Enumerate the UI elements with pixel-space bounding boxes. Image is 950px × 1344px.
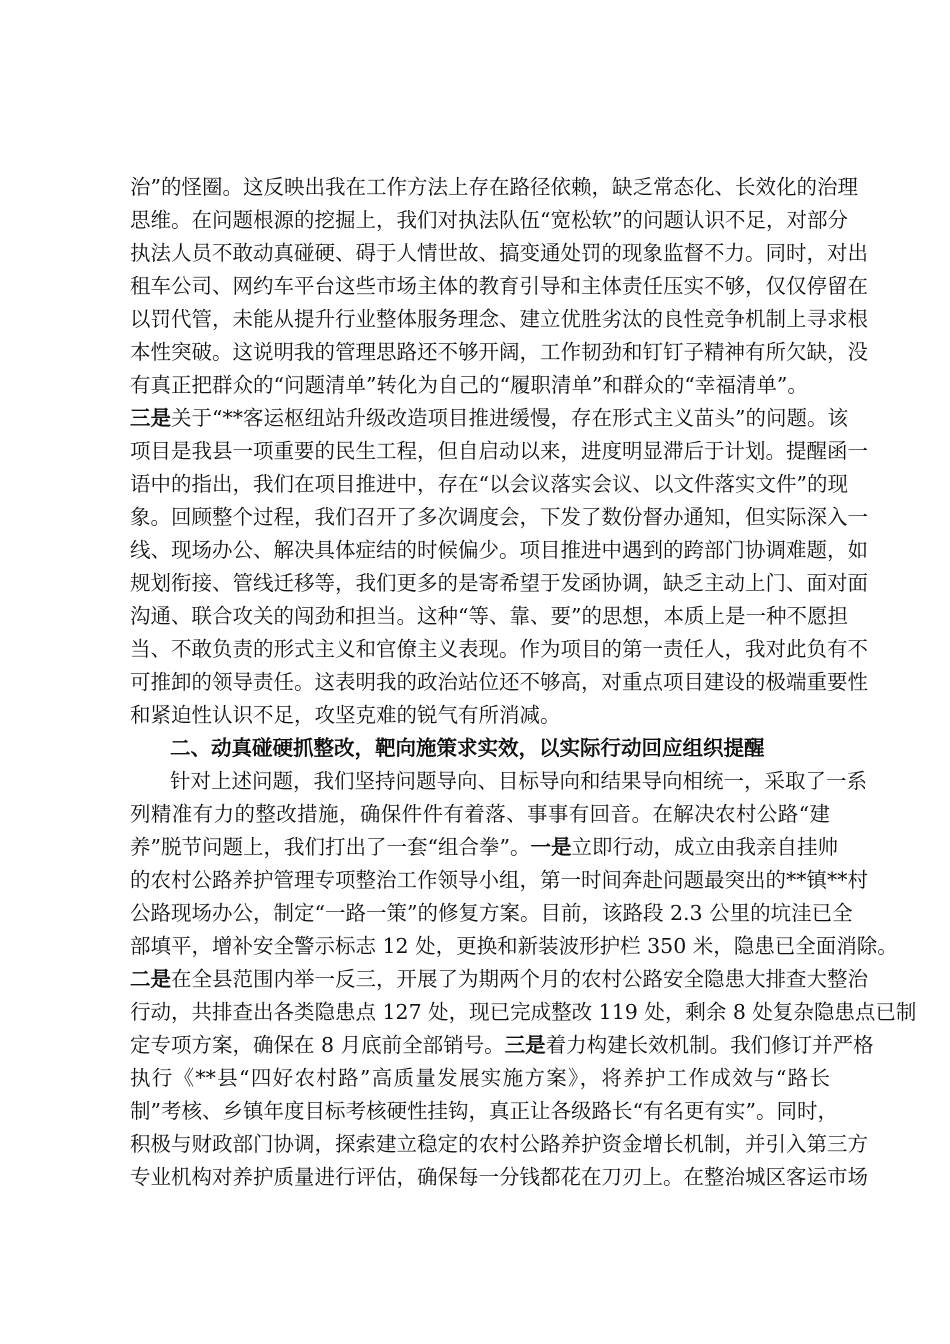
- body-text-line: 列精准有力的整改措施，确保件件有着落、事事有回音。在解决农村公路“建: [130, 802, 830, 826]
- body-text-line: 执法人员不敢动真碰硬、碍于人情世故、搞变通处罚的现象监督不力。同时，对出: [130, 241, 868, 265]
- body-text-line: 租车公司、网约车平台这些市场主体的教育引导和主体责任压实不够，仅仅停留在: [130, 274, 868, 298]
- bold-lead-san: 三是: [130, 406, 171, 430]
- body-text-line: 本性突破。这说明我的管理思路还不够开阔，工作韧劲和钉钉子精神有所欠缺，没: [130, 340, 868, 364]
- body-text-line: 语中的指出，我们在项目推进中，存在“以会议落实会议、以文件落实文件”的现: [130, 472, 848, 496]
- body-text-line: 有真正把群众的“问题清单”转化为自己的“履职清单”和群众的“幸福清单”。: [130, 373, 808, 397]
- bold-lead-er: 二是: [130, 967, 171, 991]
- body-text-line: 部填平，增补安全警示标志 12 处，更换和新装波形护栏 350 米，隐患已全面消除。: [130, 934, 898, 958]
- body-text-line: 制”考核、乡镇年度目标考核硬性挂钩，真正让各级路长“有名更有实”。同时，: [130, 1099, 838, 1123]
- bold-lead-san-2: 三是: [504, 1033, 546, 1057]
- body-text-line: 针对上述问题，我们坚持问题导向、目标导向和结果导向相统一，采取了一系: [170, 769, 867, 793]
- body-text-line: 可推卸的领导责任。这表明我的政治站位还不够高，对重点项目建设的极端重要性: [130, 670, 868, 694]
- body-text-line: 思维。在问题根源的挖掘上，我们对执法队伍“宽松软”的问题认识不足，对部分: [130, 208, 848, 232]
- body-text-line: [130, 1028, 874, 1062]
- body-text-line: 治”的怪圈。这反映出我在工作方法上存在路径依赖，缺乏常态化、长效化的治理: [130, 175, 858, 199]
- body-text-segment: 养”脱节问题上，我们打出了一套“组合拳”。: [130, 835, 531, 859]
- body-text-line: [130, 962, 868, 996]
- body-text-line: 积极与财政部门协调，探索建立稳定的农村公路养护资金增长机制，并引入第三方: [130, 1132, 868, 1156]
- body-text-segment: 关于“**客运枢纽站升级改造项目推进缓慢，存在形式主义苗头”的问题。该: [171, 406, 848, 430]
- body-text-line: 行动，共排查出各类隐患点 127 处，现已完成整改 119 处，剩余 8 处复杂隐患点已制: [130, 1000, 917, 1024]
- body-text-line: 规划衔接、管线迁移等，我们更多的是寄希望于发函协调，缺乏主动上门、面对面: [130, 571, 868, 595]
- bold-lead-yi: 一是: [530, 835, 572, 859]
- body-text-segment: 立即行动，成立由我亲自挂帅: [571, 835, 838, 859]
- body-text-line: 以罚代管，未能从提升行业整体服务理念、建立优胜劣汰的良性竞争机制上寻求根: [130, 307, 868, 331]
- body-text-line: 公路现场办公，制定“一路一策”的修复方案。目前，该路段 2.3 公里的坑洼已全: [130, 901, 853, 925]
- body-text-line: 象。回顾整个过程，我们召开了多次调度会，下发了数份督办通知，但实际深入一: [130, 505, 868, 529]
- body-text-line: 执行《**县“四好农村路”高质量发展实施方案》，将养护工作成效与“路长: [130, 1066, 830, 1090]
- body-text-line: 沟通、联合攻关的闯劲和担当。这种“等、靠、要”的思想，本质上是一种不愿担: [130, 604, 848, 628]
- body-text-line: 专业机构对养护质量进行评估，确保每一分钱都花在刀刃上。在整治城区客运市场: [130, 1165, 868, 1189]
- body-text-line: 和紧迫性认识不足，攻坚克难的锐气有所消减。: [130, 703, 561, 727]
- body-text-segment: 在全县范围内举一反三，开展了为期两个月的农村公路安全隐患大排查大整治: [171, 967, 868, 991]
- body-text-line: 线、现场办公、解决具体症结的时候偏少。项目推进中遇到的跨部门协调难题，如: [130, 538, 868, 562]
- body-text-segment: 着力构建长效机制。我们修订并严格: [545, 1033, 874, 1057]
- body-text-line: [130, 401, 848, 435]
- section-heading: 二、动真碰硬抓整改，靶向施策求实效，以实际行动回应组织提醒: [170, 736, 765, 760]
- body-text-line: [130, 830, 838, 864]
- body-text-line: 项目是我县一项重要的民生工程，但自启动以来，进度明显滞后于计划。提醒函一: [130, 439, 868, 463]
- body-text-line: 的农村公路养护管理专项整治工作领导小组，第一时间奔赴问题最突出的**镇**村: [130, 868, 868, 892]
- body-text-segment: 定专项方案，确保在 8 月底前全部销号。: [130, 1033, 505, 1057]
- body-text-line: 当、不敢负责的形式主义和官僚主义表现。作为项目的第一责任人，我对此负有不: [130, 637, 868, 661]
